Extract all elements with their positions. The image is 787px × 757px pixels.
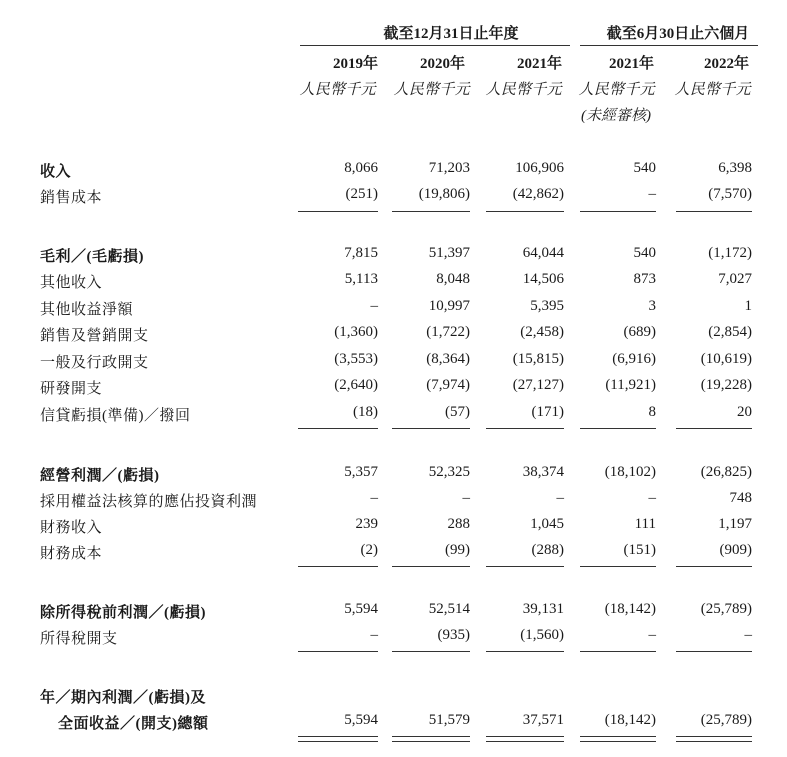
row-value: (18) (353, 404, 378, 420)
header-period-six-months: 截至6月30日止六個月 (606, 26, 750, 42)
statement-row (0, 542, 787, 568)
row-value: (1,360) (334, 324, 378, 340)
row-value: 51,397 (428, 245, 470, 261)
row-value: 3 (648, 298, 656, 314)
row-value: (11,921) (605, 377, 656, 393)
total-rule (676, 741, 752, 742)
row-value: (42,862) (512, 186, 564, 202)
unit-label-col5: 人民幣千元 (674, 82, 751, 98)
row-value: (3,553) (334, 351, 378, 367)
row-value: 5,395 (530, 298, 564, 314)
row-label: 銷售及營銷開支 (40, 328, 149, 344)
total-rule (580, 566, 656, 567)
row-value: (7,974) (426, 377, 470, 393)
row-label: 財務收入 (40, 520, 103, 536)
row-label: 經營利潤／(虧損) (40, 468, 160, 484)
row-label: 全面收益／(開支)總額 (58, 716, 209, 732)
row-value: (27,127) (512, 377, 564, 393)
row-value: 8,066 (344, 160, 378, 176)
statement-row (0, 351, 787, 377)
row-value: 38,374 (522, 464, 564, 480)
total-rule (486, 428, 564, 429)
row-value: (2,458) (520, 324, 564, 340)
row-value: 52,325 (428, 464, 470, 480)
statement-row (0, 324, 787, 350)
row-value: (25,789) (700, 601, 752, 617)
row-value: (288) (531, 542, 564, 558)
statement-row (0, 516, 787, 542)
row-value: – (370, 627, 378, 643)
total-rule (392, 736, 470, 737)
statement-row (0, 160, 787, 186)
header-period-years: 截至12月31日止年度 (383, 26, 519, 42)
row-value: 7,027 (718, 271, 752, 287)
row-value: (18,142) (604, 712, 656, 728)
total-rule (676, 736, 752, 737)
row-value: (25,789) (700, 712, 752, 728)
row-value: – (556, 490, 564, 506)
row-label: 毛利／(毛虧損) (40, 249, 144, 265)
total-rule (676, 211, 752, 212)
row-value: (935) (437, 627, 470, 643)
row-value: 288 (447, 516, 470, 532)
row-value: 39,131 (522, 601, 564, 617)
year-header-col2: 2020年 (419, 56, 465, 72)
total-rule (580, 211, 656, 212)
row-label: 銷售成本 (40, 190, 103, 206)
row-value: (18,142) (604, 601, 656, 617)
row-value: (171) (531, 404, 564, 420)
row-value: 52,514 (428, 601, 470, 617)
statement-row (0, 271, 787, 297)
row-value: 1,045 (530, 516, 564, 532)
row-value: 64,044 (522, 245, 564, 261)
row-value: (689) (623, 324, 656, 340)
row-label: 財務成本 (40, 546, 103, 562)
row-value: 106,906 (515, 160, 564, 176)
row-value: 5,594 (344, 601, 378, 617)
row-value: (19,228) (700, 377, 752, 393)
header-underline-six-months (580, 45, 758, 46)
row-value: 111 (634, 516, 656, 532)
row-value: 1 (744, 298, 752, 314)
row-value: 540 (633, 245, 656, 261)
row-value: 7,815 (344, 245, 378, 261)
unit-label-col4: 人民幣千元 (578, 82, 655, 98)
row-value: 873 (633, 271, 656, 287)
row-value: 14,506 (522, 271, 564, 287)
total-rule (298, 566, 378, 567)
total-rule (580, 651, 656, 652)
row-value: 6,398 (718, 160, 752, 176)
statement-row (0, 627, 787, 653)
statement-row (0, 464, 787, 490)
row-value: (15,815) (512, 351, 564, 367)
row-value: 1,197 (718, 516, 752, 532)
row-value: 8,048 (436, 271, 470, 287)
total-rule (392, 211, 470, 212)
row-value: – (370, 490, 378, 506)
row-value: (57) (445, 404, 470, 420)
row-label: 年／期內利潤／(虧損)及 (40, 690, 206, 706)
row-value: (151) (623, 542, 656, 558)
row-value: (1,560) (520, 627, 564, 643)
row-value: (6,916) (612, 351, 656, 367)
row-value: – (648, 627, 656, 643)
statement-row (0, 601, 787, 627)
row-label: 收入 (40, 164, 72, 180)
total-rule (298, 736, 378, 737)
row-label: 除所得稅前利潤／(虧損) (40, 605, 206, 621)
total-rule (486, 741, 564, 742)
total-rule (486, 566, 564, 567)
row-value: 71,203 (428, 160, 470, 176)
total-rule (298, 211, 378, 212)
row-value: 51,579 (428, 712, 470, 728)
total-rule (486, 211, 564, 212)
row-label: 信貸虧損(準備)／撥回 (40, 408, 191, 424)
total-rule (676, 566, 752, 567)
row-value: (8,364) (426, 351, 470, 367)
statement-row (0, 186, 787, 212)
row-value: (2) (360, 542, 378, 558)
row-value: (19,806) (418, 186, 470, 202)
unit-label-col2: 人民幣千元 (393, 82, 470, 98)
header-underline-years (300, 45, 570, 46)
total-rule (676, 428, 752, 429)
row-value: – (744, 627, 752, 643)
row-value: (1,172) (708, 245, 752, 261)
unit-label-col3: 人民幣千元 (485, 82, 562, 98)
statement-row (0, 245, 787, 271)
year-header-col5: 2022年 (703, 56, 749, 72)
total-rule (298, 741, 378, 742)
row-value: 748 (729, 490, 752, 506)
total-rule (392, 428, 470, 429)
row-value: – (648, 186, 656, 202)
row-value: (18,102) (604, 464, 656, 480)
statement-row (0, 686, 787, 712)
row-label: 一般及行政開支 (40, 355, 149, 371)
total-rule (298, 651, 378, 652)
row-value: 8 (648, 404, 656, 420)
row-value: 5,113 (344, 271, 378, 287)
row-value: (7,570) (708, 186, 752, 202)
row-value: 540 (633, 160, 656, 176)
row-value: 10,997 (428, 298, 470, 314)
total-rule (486, 651, 564, 652)
row-value: (10,619) (700, 351, 752, 367)
row-value: 5,594 (344, 712, 378, 728)
unaudited-label: (未經審核) (581, 108, 651, 124)
total-rule (392, 741, 470, 742)
total-rule (486, 736, 564, 737)
statement-row (0, 404, 787, 430)
row-value: 20 (737, 404, 752, 420)
row-value: (2,854) (708, 324, 752, 340)
year-header-col4: 2021年 (608, 56, 654, 72)
statement-row (0, 298, 787, 324)
row-label: 其他收益淨額 (40, 302, 134, 318)
total-rule (580, 736, 656, 737)
total-rule (392, 566, 470, 567)
row-value: (99) (445, 542, 470, 558)
row-label: 採用權益法核算的應佔投資利潤 (40, 494, 258, 510)
unit-label-col1: 人民幣千元 (299, 82, 376, 98)
total-rule (392, 651, 470, 652)
statement-row (0, 712, 787, 738)
row-value: (909) (719, 542, 752, 558)
row-value: (251) (345, 186, 378, 202)
total-rule (580, 428, 656, 429)
row-value: – (648, 490, 656, 506)
row-value: 5,357 (344, 464, 378, 480)
row-value: (1,722) (426, 324, 470, 340)
row-value: – (462, 490, 470, 506)
statement-row (0, 377, 787, 403)
statement-row (0, 490, 787, 516)
row-value: 37,571 (522, 712, 564, 728)
year-header-col3: 2021年 (516, 56, 562, 72)
row-label: 其他收入 (40, 275, 103, 291)
total-rule (676, 651, 752, 652)
row-value: (26,825) (700, 464, 752, 480)
year-header-col1: 2019年 (332, 56, 378, 72)
total-rule (298, 428, 378, 429)
row-label: 所得稅開支 (40, 631, 118, 647)
row-label: 研發開支 (40, 381, 103, 397)
row-value: (2,640) (334, 377, 378, 393)
row-value: 239 (355, 516, 378, 532)
total-rule (580, 741, 656, 742)
row-value: – (370, 298, 378, 314)
